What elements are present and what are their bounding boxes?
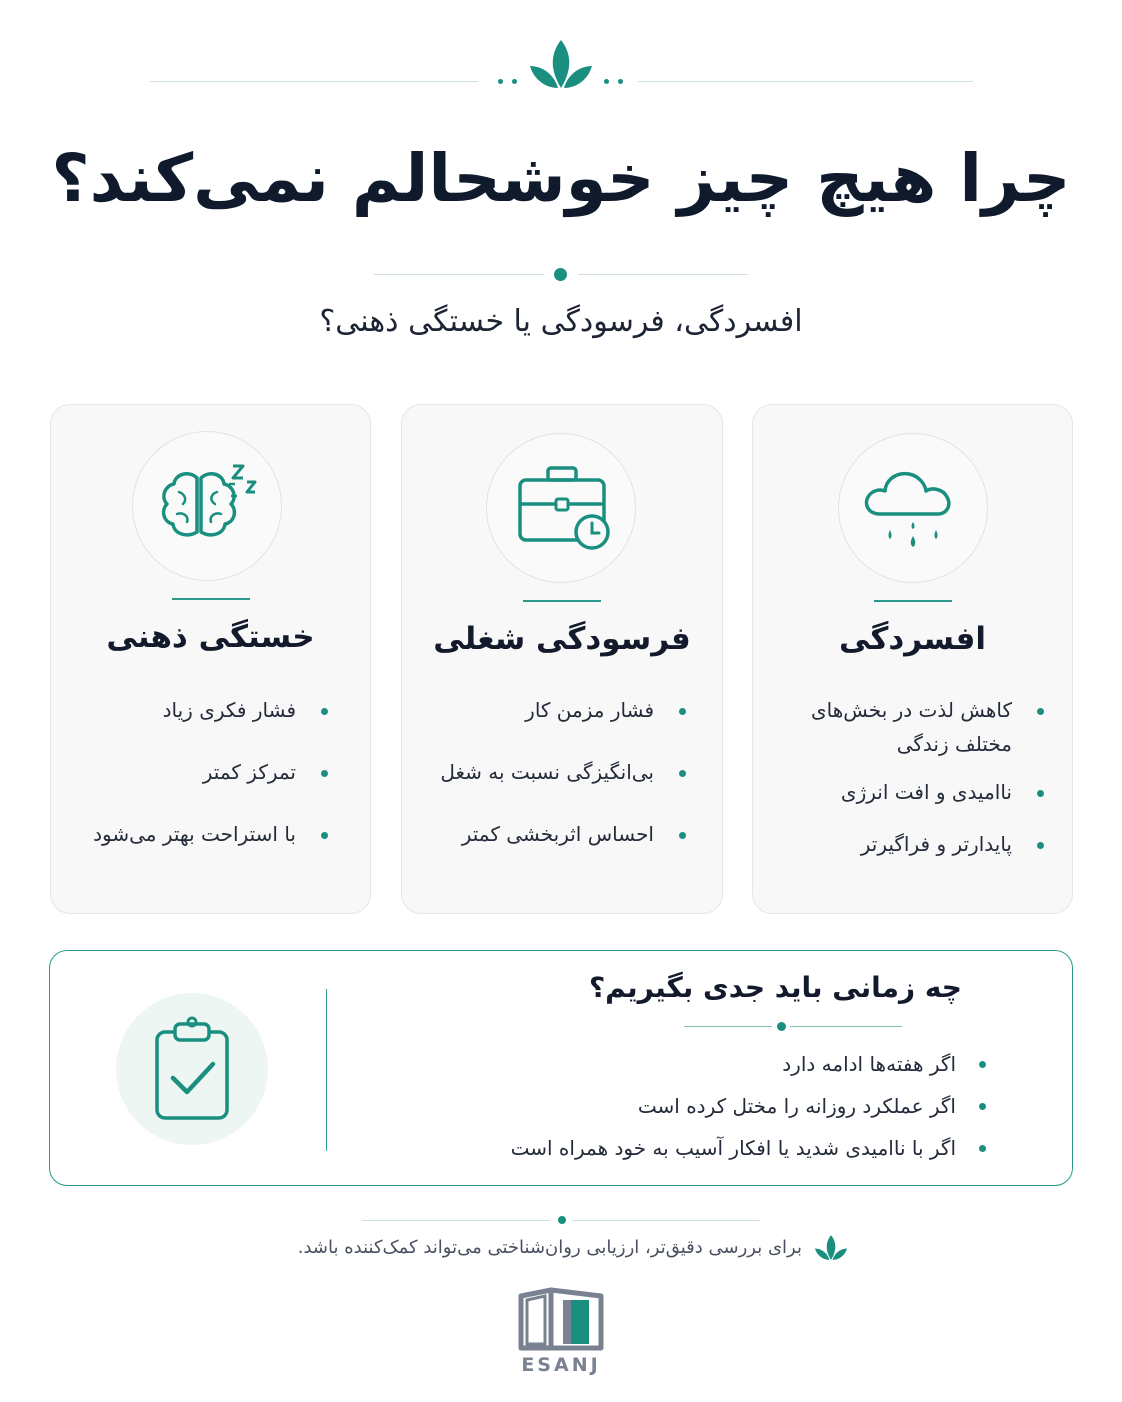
box-divider-left — [684, 1026, 772, 1027]
page-subtitle: افسردگی، فرسودگی یا خستگی ذهنی؟ — [319, 304, 803, 339]
page-title: چرا هیچ چیز خوشحالم نمی‌کند؟ — [51, 140, 1071, 217]
divider-dot — [618, 79, 623, 84]
box-bullet-list — [511, 1043, 986, 1169]
top-divider-left — [150, 81, 478, 82]
divider-dot — [498, 79, 503, 84]
esanj-logo-icon — [513, 1286, 609, 1356]
footer-divider-left — [362, 1220, 550, 1221]
divider-dot — [512, 79, 517, 84]
leaf-logo-icon — [528, 36, 594, 94]
box-title: چه زمانی باید جدی بگیریم؟ — [588, 971, 962, 1004]
list-item: با استراحت بهتر می‌شود — [66, 817, 336, 851]
list-item: فشار مزمن کار — [414, 693, 694, 727]
icon-badge — [838, 433, 988, 583]
top-divider-right — [638, 81, 973, 82]
rain-cloud-icon — [858, 458, 968, 558]
card-title: افسردگی — [838, 621, 987, 657]
title-divider-right — [578, 274, 748, 275]
box-separator — [326, 989, 327, 1151]
box-divider-dot — [777, 1022, 786, 1031]
card-burnout — [401, 404, 723, 914]
title-divider-left — [374, 274, 544, 275]
card-mental-fatigue — [50, 404, 371, 914]
list-item: اگر با ناامیدی شدید یا افکار آسیب به خود همراه است — [511, 1127, 986, 1169]
brand-name: ESANJ — [521, 1354, 601, 1376]
card-bullet-list — [66, 693, 336, 851]
list-item: پایدارتر و فراگیرتر — [782, 827, 1052, 861]
card-divider — [172, 598, 250, 600]
list-item: فشار فکری زیاد — [66, 693, 336, 727]
card-divider — [523, 600, 601, 602]
divider-dot — [604, 79, 609, 84]
list-item: کاهش لذت در بخش‌های مختلف زندگی — [782, 693, 1052, 761]
footer-divider-right — [572, 1220, 760, 1221]
when-to-seek-help-box — [49, 950, 1073, 1186]
clipboard-check-icon — [147, 1014, 237, 1124]
briefcase-clock-icon — [506, 458, 616, 558]
icon-badge — [486, 433, 636, 583]
card-depression — [752, 404, 1073, 914]
icon-badge — [132, 431, 282, 581]
list-item: اگر هفته‌ها ادامه دارد — [511, 1043, 986, 1085]
list-item: تمرکز کمتر — [66, 755, 336, 789]
list-item: اگر عملکرد روزانه را مختل کرده است — [511, 1085, 986, 1127]
list-item: بی‌انگیزگی نسبت به شغل — [414, 755, 694, 789]
leaf-icon — [813, 1233, 849, 1263]
card-bullet-list — [414, 693, 694, 851]
title-divider-dot — [554, 268, 567, 281]
card-bullet-list — [782, 693, 1052, 861]
card-divider — [874, 600, 952, 602]
footer-divider-dot — [558, 1216, 566, 1224]
list-item: ناامیدی و افت انرژی — [782, 775, 1052, 809]
card-title: خستگی ذهنی — [106, 619, 315, 655]
list-item: احساس اثربخشی کمتر — [414, 817, 694, 851]
card-title: فرسودگی شغلی — [433, 621, 691, 657]
footer-note: برای بررسی دقیق‌تر، ارزیابی روان‌شناختی می‌تواند کمک‌کننده باشد. — [297, 1237, 802, 1258]
box-divider-right — [790, 1026, 902, 1027]
sleepy-brain-icon — [149, 456, 265, 556]
icon-badge — [116, 993, 268, 1145]
